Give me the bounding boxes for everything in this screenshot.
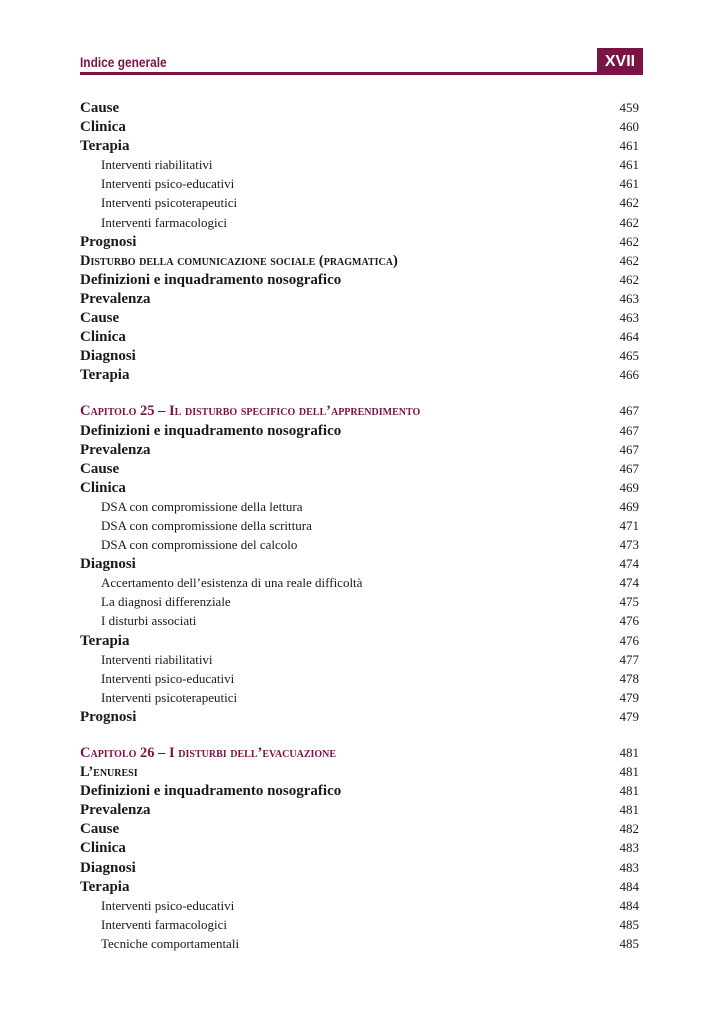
toc-page-number: 467 xyxy=(619,422,639,438)
toc-page-number: 484 xyxy=(619,897,639,913)
toc-entry-label: Interventi psico-educativi xyxy=(101,176,235,192)
toc-page-number: 466 xyxy=(619,367,639,383)
toc-heading-entry[interactable] xyxy=(80,117,639,136)
toc-entry-label: Cause xyxy=(80,100,120,116)
toc-page-number: 485 xyxy=(619,935,639,951)
toc-entry-label: Clinica xyxy=(80,479,126,496)
toc-page-number: 479 xyxy=(619,689,639,705)
toc-entry-label: Terapia xyxy=(80,138,130,155)
toc-subentry[interactable] xyxy=(80,174,639,193)
toc-subentry[interactable] xyxy=(80,611,639,630)
toc-page-number: 462 xyxy=(619,233,639,249)
toc-heading-entry[interactable] xyxy=(80,877,639,896)
toc-page-number: 476 xyxy=(619,613,639,629)
toc-entry-label: L’enuresi xyxy=(80,764,138,781)
toc-heading-entry[interactable] xyxy=(80,308,639,327)
toc-page-number: 482 xyxy=(619,821,639,837)
toc-page-number: 464 xyxy=(619,329,639,345)
toc-entry-label: Accertamento dell’esistenza di una reale difficoltà xyxy=(101,575,363,591)
toc-entry-label: Diagnosi xyxy=(80,348,136,365)
toc-page-number: 460 xyxy=(619,119,639,135)
toc-page-number: 467 xyxy=(619,460,639,476)
toc-heading-entry[interactable] xyxy=(80,232,639,251)
section-gap xyxy=(80,384,639,401)
toc-page-number: 477 xyxy=(619,651,639,667)
toc-entry-label: Interventi psico-educativi xyxy=(101,897,235,913)
toc-page-number: 476 xyxy=(619,632,639,648)
toc-page-number: 474 xyxy=(619,556,639,572)
toc-subentry[interactable] xyxy=(80,934,639,953)
toc-subentry[interactable] xyxy=(80,669,639,688)
toc-entry-label: Diagnosi xyxy=(80,556,136,573)
page-number-badge: XVII xyxy=(597,48,643,75)
toc-subentry[interactable] xyxy=(80,915,639,934)
toc-subentry[interactable] xyxy=(80,155,639,174)
toc-entry-label: Capitolo 26 – I disturbi dell’evacuazione xyxy=(80,745,337,761)
toc-entry-label: Capitolo 25 – Il disturbo specifico dell’apprendimento xyxy=(80,403,421,420)
toc-subentry[interactable] xyxy=(80,650,639,669)
toc-entry-label: Tecniche comportamentali xyxy=(101,935,240,951)
toc-subentry[interactable] xyxy=(80,592,639,611)
toc-heading-entry[interactable] xyxy=(80,858,639,877)
toc-heading-entry[interactable] xyxy=(80,781,639,800)
toc-page-number: 461 xyxy=(619,138,639,154)
toc-page-number: 463 xyxy=(619,290,639,306)
toc-chapter-entry[interactable] xyxy=(80,401,639,420)
toc-entry-label: La diagnosi differenziale xyxy=(101,594,231,610)
toc-heading-entry[interactable] xyxy=(80,365,639,384)
toc-entry-label: Terapia xyxy=(80,878,130,895)
toc-heading-entry[interactable] xyxy=(80,98,639,117)
toc-heading-entry[interactable] xyxy=(80,136,639,155)
toc-page-number: 465 xyxy=(619,348,639,364)
toc-entry-label: Definizioni e inquadramento nosografico xyxy=(80,783,342,800)
running-header-title: Indice generale xyxy=(80,54,167,70)
toc-heading-entry[interactable] xyxy=(80,838,639,857)
toc-page-number: 462 xyxy=(619,271,639,287)
toc-entry-label: Clinica xyxy=(80,840,126,857)
toc-subentry[interactable] xyxy=(80,573,639,592)
header-rule xyxy=(80,72,643,75)
toc-heading-entry[interactable] xyxy=(80,478,639,497)
toc-heading-entry[interactable] xyxy=(80,270,639,289)
toc-page-number: 481 xyxy=(619,802,639,818)
toc-page-number: 471 xyxy=(619,517,639,533)
toc-page-number: 483 xyxy=(619,859,639,875)
toc-page-number: 475 xyxy=(619,594,639,610)
toc-page-number: 481 xyxy=(619,745,639,760)
toc-entry-label: Prevalenza xyxy=(80,290,151,307)
toc-entry-label: Interventi psicoterapeutici xyxy=(101,689,238,705)
toc-entry-label: Interventi psico-educativi xyxy=(101,670,235,686)
toc-entry-label: Terapia xyxy=(80,632,130,649)
toc-entry-label: Cause xyxy=(80,821,120,838)
toc-page-number: 461 xyxy=(619,157,639,173)
toc-heading-entry[interactable] xyxy=(80,554,639,573)
toc-entry-label: Interventi riabilitativi xyxy=(101,651,213,667)
toc-heading-entry[interactable] xyxy=(80,631,639,650)
toc-page-number: 467 xyxy=(619,441,639,457)
toc-page-number: 462 xyxy=(619,214,639,230)
toc-entry-label: Prevalenza xyxy=(80,802,151,819)
toc-page-number: 463 xyxy=(619,310,639,326)
toc-page-number: 461 xyxy=(619,176,639,192)
toc-entry-label: Cause xyxy=(80,310,120,327)
toc-heading-entry[interactable] xyxy=(80,800,639,819)
toc-subentry[interactable] xyxy=(80,213,639,232)
toc-page-number: 485 xyxy=(619,916,639,932)
toc-page-number: 483 xyxy=(619,840,639,856)
toc-subentry[interactable] xyxy=(80,535,639,554)
toc-entry-label: DSA con compromissione della lettura xyxy=(101,498,303,514)
toc-entry-label: I disturbi associati xyxy=(101,613,197,629)
table-of-contents xyxy=(80,98,639,953)
toc-entry-label: Prevalenza xyxy=(80,441,151,458)
toc-page-number: 474 xyxy=(619,575,639,591)
toc-page-number: 462 xyxy=(619,252,639,268)
toc-entry-label: Clinica xyxy=(80,329,126,346)
toc-entry-label: Interventi psicoterapeutici xyxy=(101,195,238,211)
toc-entry-label: Disturbo della comunicazione sociale (pragmatica) xyxy=(80,252,398,269)
section-gap xyxy=(80,726,639,743)
toc-heading-entry[interactable] xyxy=(80,707,639,726)
toc-heading-entry[interactable] xyxy=(80,440,639,459)
toc-subentry[interactable] xyxy=(80,497,639,516)
toc-entry-label: DSA con compromissione della scrittura xyxy=(101,517,312,533)
toc-page-number: 481 xyxy=(619,764,639,780)
toc-heading-entry[interactable] xyxy=(80,289,639,308)
toc-chapter-entry[interactable] xyxy=(80,743,639,762)
toc-heading-entry[interactable] xyxy=(80,346,639,365)
toc-page-number: 469 xyxy=(619,479,639,495)
toc-heading-entry[interactable] xyxy=(80,459,639,478)
toc-subentry[interactable] xyxy=(80,688,639,707)
toc-section-entry[interactable] xyxy=(80,762,639,781)
toc-page-number: 473 xyxy=(619,537,639,553)
running-header xyxy=(80,48,643,78)
toc-page-number: 484 xyxy=(619,878,639,894)
toc-section-entry[interactable] xyxy=(80,251,639,270)
toc-page-number: 481 xyxy=(619,783,639,799)
toc-page-number: 462 xyxy=(619,195,639,211)
toc-entry-label: Interventi farmacologici xyxy=(101,214,227,230)
toc-entry-label: Diagnosi xyxy=(80,859,136,876)
toc-heading-entry[interactable] xyxy=(80,327,639,346)
toc-entry-label: Interventi farmacologici xyxy=(101,916,227,932)
toc-subentry[interactable] xyxy=(80,516,639,535)
toc-entry-label: Definizioni e inquadramento nosografico xyxy=(80,422,342,439)
toc-entry-label: Interventi riabilitativi xyxy=(101,157,213,173)
toc-page-number: 467 xyxy=(619,403,639,419)
toc-entry-label: Prognosi xyxy=(80,708,137,725)
toc-entry-label: Prognosi xyxy=(80,233,137,250)
toc-entry-label: Clinica xyxy=(80,119,126,136)
toc-subentry[interactable] xyxy=(80,193,639,212)
toc-subentry[interactable] xyxy=(80,896,639,915)
toc-entry-label: Terapia xyxy=(80,367,130,384)
toc-entry-label: DSA con compromissione del calcolo xyxy=(101,537,298,553)
toc-page-number: 478 xyxy=(619,670,639,686)
toc-page-number: 459 xyxy=(619,100,639,115)
toc-heading-entry[interactable] xyxy=(80,421,639,440)
toc-entry-label: Definizioni e inquadramento nosografico xyxy=(80,271,342,288)
toc-page-number: 479 xyxy=(619,708,639,724)
toc-page-number: 469 xyxy=(619,498,639,514)
toc-entry-label: Cause xyxy=(80,460,120,477)
toc-heading-entry[interactable] xyxy=(80,819,639,838)
